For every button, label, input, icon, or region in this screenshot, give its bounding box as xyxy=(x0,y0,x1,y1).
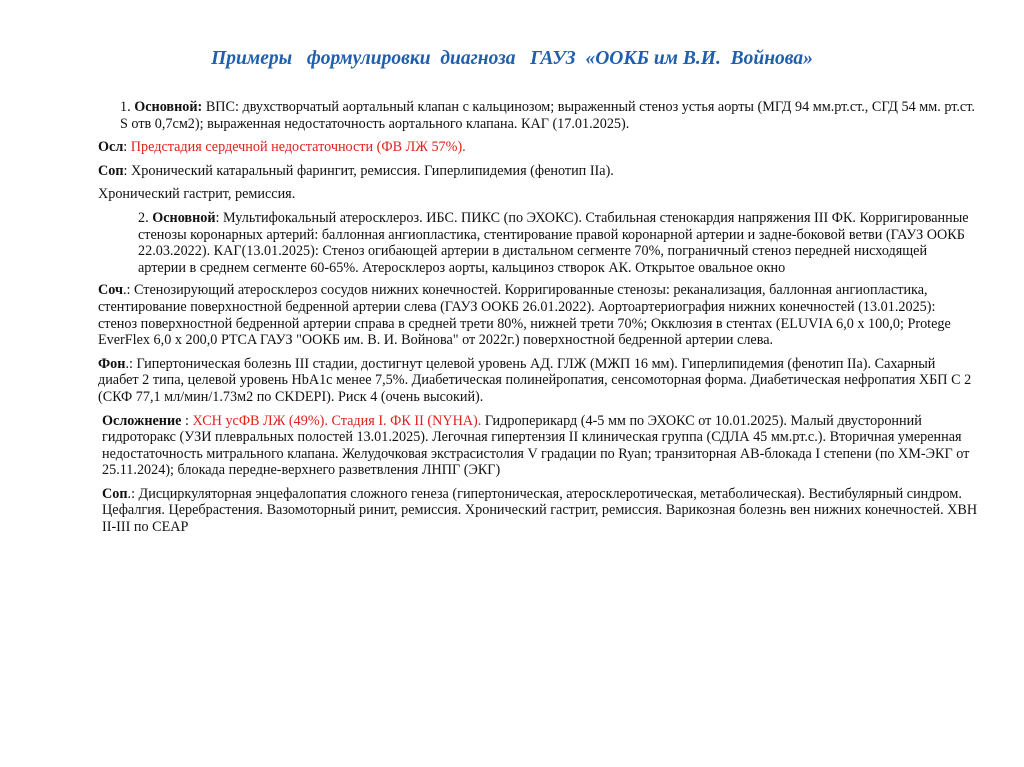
diagnosis-concomitant-2 xyxy=(98,486,978,536)
diagnosis-complication-short xyxy=(98,139,978,156)
section-colon: : xyxy=(181,412,193,429)
diagnosis-combined xyxy=(98,282,978,348)
diagnosis-content xyxy=(98,99,978,543)
diagnosis-1-main xyxy=(98,99,978,132)
section-label-main: Основной: xyxy=(134,99,203,115)
section-text: : Хронический катаральный фарингит, ремиссия. Гиперлипидемия (фенотип IIа). xyxy=(123,162,614,179)
section-text: : Мультифокальный атеросклероз. ИБС. ПИКС (по ЭХОКС). Стабильная стенокардия напряжения III ФК. Корригированные стенозы коронарных артерий: баллонная ангиопластика, стентирование правой коронарной артерии и задне-боковой ветви (ГАУЗ ООКБ 22.03.2022). КАГ(13.01.2025): Стеноз огибающей артерии в дистальном сегменте 70%, пограничный стеноз передней нисходящей артерии в среднем сегменте 60-65%. Атеросклероз аорты, кальциноз створок АК. Открытое овальное окно xyxy=(138,209,969,276)
section-label-main: Основной xyxy=(152,209,216,226)
diagnosis-2-main xyxy=(98,210,978,276)
section-colon: : xyxy=(123,139,131,156)
section-text: ВПС: двухстворчатый аортальный клапан с кальцинозом; выраженный стеноз устья аорты (МГД 94 мм.рт.ст., СГД 54 мм. рт.ст. S отв 0,7см2); выраженная недостаточность аортального клапана. КАГ (17.01.2025). xyxy=(120,99,975,132)
diagnosis-background xyxy=(98,356,978,406)
diagnosis-concomitant-1-cont xyxy=(98,186,978,203)
section-label-sop: Соп xyxy=(98,162,124,179)
section-label-soch: Соч xyxy=(98,282,123,299)
section-text: .: Дисциркуляторная энцефалопатия сложного генеза (гипертоническая, атеросклеротическая, метаболическая). Вестибулярный синдром. Цефалгия. Церебрастения. Вазомоторный ринит, ремиссия. Хронический гастрит, ремиссия. Варикозная болезнь вен нижних конечностей. ХВН II-III по CEAP xyxy=(102,485,978,536)
section-label-sop: Соп xyxy=(102,485,128,502)
diagnosis-complication xyxy=(98,413,978,479)
section-text-red: ХСН усФВ ЛЖ (49%). Стадия I. ФК II (NYHA). xyxy=(192,412,482,429)
section-text: .: Гипертоническая болезнь III стадии, достигнут целевой уровень АД. ГЛЖ (МЖП 16 мм). Гиперлипидемия (фенотип IIа). Сахарный диабет 2 типа, целевой уровень HbA1c менее 7,5%. Диабетическая полинейропатия, сенсомоторная форма. Диабетическая нефропатия ХБП С 2 (СКФ 77,1 мл/мин/1.73м2 по CKDEPI). Риск 4 (очень высокий). xyxy=(98,355,972,405)
diagnosis-concomitant-1 xyxy=(98,163,978,180)
section-text: Гидроперикард (4-5 мм по ЭХОКС от 10.01.2025). Малый двусторонний гидроторакс (УЗИ плевральных полостей 13.01.2025). Легочная гипертензия II клиническая группа (СДЛА 45 мм.рт.с.). Вторичная умеренная недостаточность митрального клапана. Желудочковая экстрасистолия V градации по Ryan; транзиторная АВ-блокада I степени (по ХМ-ЭКГ от 25.11.2024); блокада передне-верхнего разветвления ЛНПГ (ЭКГ) xyxy=(102,412,970,479)
section-label-fon: Фон xyxy=(98,355,126,372)
section-label-oslozhnenie: Осложнение xyxy=(102,412,182,429)
section-label-osl: Осл xyxy=(98,139,124,156)
slide-title: Примеры формулировки диагноза ГАУЗ «ООКБ им В.И. Войнова» xyxy=(211,48,813,69)
section-text-red: Предстадия сердечной недостаточности (ФВ ЛЖ 57%). xyxy=(130,139,466,156)
item-number: 2. xyxy=(138,209,153,226)
item-number: 1. xyxy=(120,99,135,115)
section-text: Хронический гастрит, ремиссия. xyxy=(98,186,296,203)
section-text: .: Стенозирующий атеросклероз сосудов нижних конечностей. Корригированные стенозы: реканализация, баллонная ангиопластика, стентирование поверхностной бедренной артерии слева (ГАУЗ ООКБ 26.01.2022). Аортоартериография нижних конечностей (13.01.2025): стеноз поверхностной бедренной артерии справа в средней трети 80%, нижней трети 70%; Окклюзия в стентах (ELUVIA 6,0 х 100,0; Protege EverFlex 6,0 х 200,0 PTCA ГАУЗ "ООКБ им. В. И. Войнова" от 2022г.) поверхностной бедренной артерии слева. xyxy=(98,282,951,349)
